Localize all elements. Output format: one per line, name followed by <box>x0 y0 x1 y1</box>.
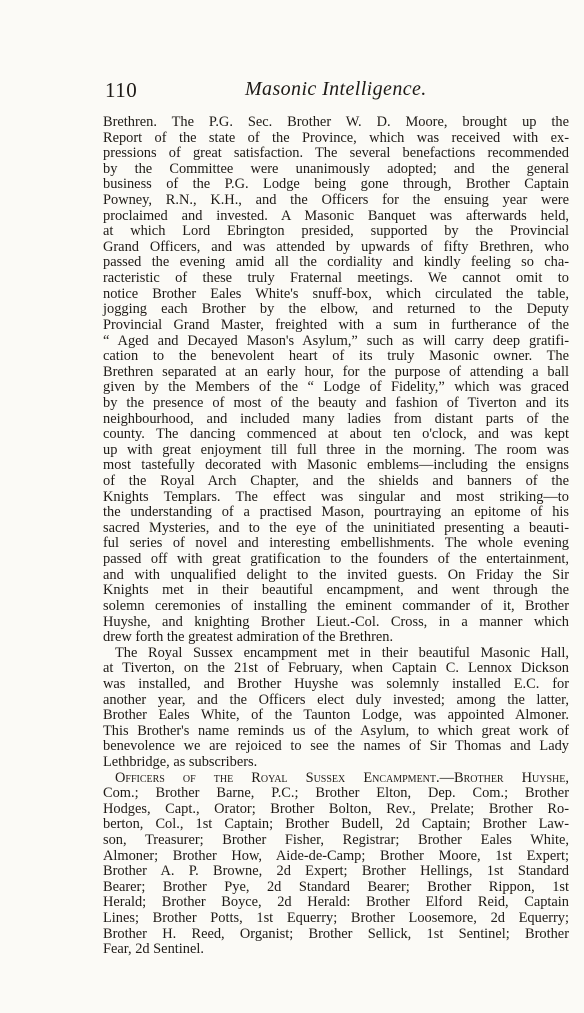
paragraph-officers-list <box>103 771 569 958</box>
text-line: Brother H. Reed, Organist; Brother Sellick, 1st Sentinel; Brother <box>103 925 569 942</box>
text-line: cation to the benevolent heart of its truly Masonic owner. The <box>103 348 569 365</box>
text-line: benevolence we are rejoiced to see the names of Sir Thomas and Lady <box>103 738 569 755</box>
text-line: of the Royal Arch Chapter, and the shields and banners of the <box>103 473 569 490</box>
text-line: “ Aged and Decayed Mason's Asylum,” such as will carry deep gratifi- <box>103 332 569 349</box>
text-line: Officers of the Royal Sussex Encampment.—Brother Huyshe, <box>115 769 569 786</box>
text-line: Brother Eales White, of the Taunton Lodge, was appointed Almoner. <box>103 707 569 724</box>
article-body <box>103 115 569 958</box>
text-line: Com.; Brother Barne, P.C.; Brother Elton, Dep. Com.; Brother <box>103 785 569 802</box>
text-line: sacred Mysteries, and to the eye of the uninitiated presenting a beauti- <box>103 519 569 536</box>
text-line: son, Treasurer; Brother Fisher, Registrar; Brother Eales White, <box>103 832 569 849</box>
paragraph-encampment <box>103 646 569 771</box>
text-line: business of the P.G. Lodge being gone through, Brother Captain <box>103 176 569 193</box>
text-line: neighbourhood, and included many ladies from distant parts of the <box>103 410 569 427</box>
text-line: This Brother's name reminds us of the Asylum, to which great work of <box>103 722 569 739</box>
text-line: drew forth the greatest admiration of the Brethren. <box>103 629 394 646</box>
text-line: passed off with great gratification to the founders of the entertainment, <box>103 551 569 568</box>
text-line: Fear, 2d Sentinel. <box>103 941 204 958</box>
text-line: solemn ceremonies of installing the eminent commander of it, Brother <box>103 597 569 614</box>
text-line: proclaimed and invested. A Masonic Banquet was afterwards held, <box>103 207 569 224</box>
text-line: ful series of novel and interesting embellishments. The whole evening <box>103 535 569 552</box>
text-line: Hodges, Capt., Orator; Brother Bolton, Rev., Prelate; Brother Ro- <box>103 800 569 817</box>
text-line: jogging each Brother by the elbow, and returned to the Deputy <box>103 301 569 318</box>
text-line: Huyshe, and knighting Brother Lieut.-Col. Cross, in a manner which <box>103 613 569 630</box>
text-line: Lethbridge, as subscribers. <box>103 753 258 770</box>
running-title: Masonic Intelligence. <box>245 78 427 100</box>
text-line: Almoner; Brother How, Aide-de-Camp; Brother Moore, 1st Expert; <box>103 847 569 864</box>
text-line: at which Lord Ebrington presided, supported by the Provincial <box>103 223 569 240</box>
text-line: Knights met in their beautiful encampment, and went through the <box>103 582 569 599</box>
text-line: by the presence of most of the beauty and fashion of Tiverton and its <box>103 394 569 411</box>
text-line: racteristic of these truly Fraternal meetings. We cannot omit to <box>103 270 569 287</box>
page-number: 110 <box>105 78 138 102</box>
text-line: at Tiverton, on the 21st of February, when Captain C. Lennox Dickson <box>103 660 569 677</box>
text-line: pressions of great satisfaction. The several benefactions recommended <box>103 145 569 162</box>
text-line: up with great enjoyment till full three in the morning. The room was <box>103 441 569 458</box>
text-line: Report of the state of the Province, which was received with ex- <box>103 129 569 146</box>
text-line: county. The dancing commenced at about ten o'clock, and was kept <box>103 426 569 443</box>
text-line: another year, and the Officers elect duly invested; among the latter, <box>103 691 569 708</box>
text-line: Brother A. P. Browne, 2d Expert; Brother Hellings, 1st Standard <box>103 863 569 880</box>
text-line: The Royal Sussex encampment met in their beautiful Masonic Hall, <box>115 644 569 661</box>
text-line: most tastefully decorated with Masonic emblems—including the ensigns <box>103 457 569 474</box>
text-line: Lines; Brother Potts, 1st Equerry; Brother Loosemore, 2d Equerry; <box>103 910 569 927</box>
text-line: and with unqualified delight to the invited guests. On Friday the Sir <box>103 566 569 583</box>
text-line: Brethren. The P.G. Sec. Brother W. D. Moore, brought up the <box>103 114 569 130</box>
text-line: by the Committee were unanimously adopted; and the general <box>103 160 569 177</box>
text-line: Brethren separated at an early hour, for the purpose of attending a ball <box>103 363 569 380</box>
page-header <box>105 78 565 104</box>
text-line: notice Brother Eales White's snuff-box, which circulated the table, <box>103 285 569 302</box>
text-line: Bearer; Brother Pye, 2d Standard Bearer; Brother Rippon, 1st <box>103 878 569 895</box>
paragraph-banquet <box>103 115 569 646</box>
text-line: Provincial Grand Master, freighted with a sum in furtherance of the <box>103 316 569 333</box>
text-line: Grand Officers, and was attended by upwards of fifty Brethren, who <box>103 238 569 255</box>
text-line: given by the Members of the “ Lodge of Fidelity,” which was graced <box>103 379 569 396</box>
text-line: berton, Col., 1st Captain; Brother Budell, 2d Captain; Brother Law- <box>103 816 569 833</box>
text-line: was installed, and Brother Huyshe was solemnly installed E.C. for <box>103 675 569 692</box>
text-line: Powney, R.N., K.H., and the Officers for the ensuing year were <box>103 192 569 209</box>
text-line: Herald; Brother Boyce, 2d Herald: Brother Elford Reid, Captain <box>103 894 569 911</box>
text-line: the understanding of a practised Mason, pourtraying an epitome of his <box>103 504 569 521</box>
text-line: passed the evening amid all the cordiality and kindly feeling so cha- <box>103 254 569 271</box>
text-line: Knights Templars. The effect was singular and most striking—to <box>103 488 569 505</box>
